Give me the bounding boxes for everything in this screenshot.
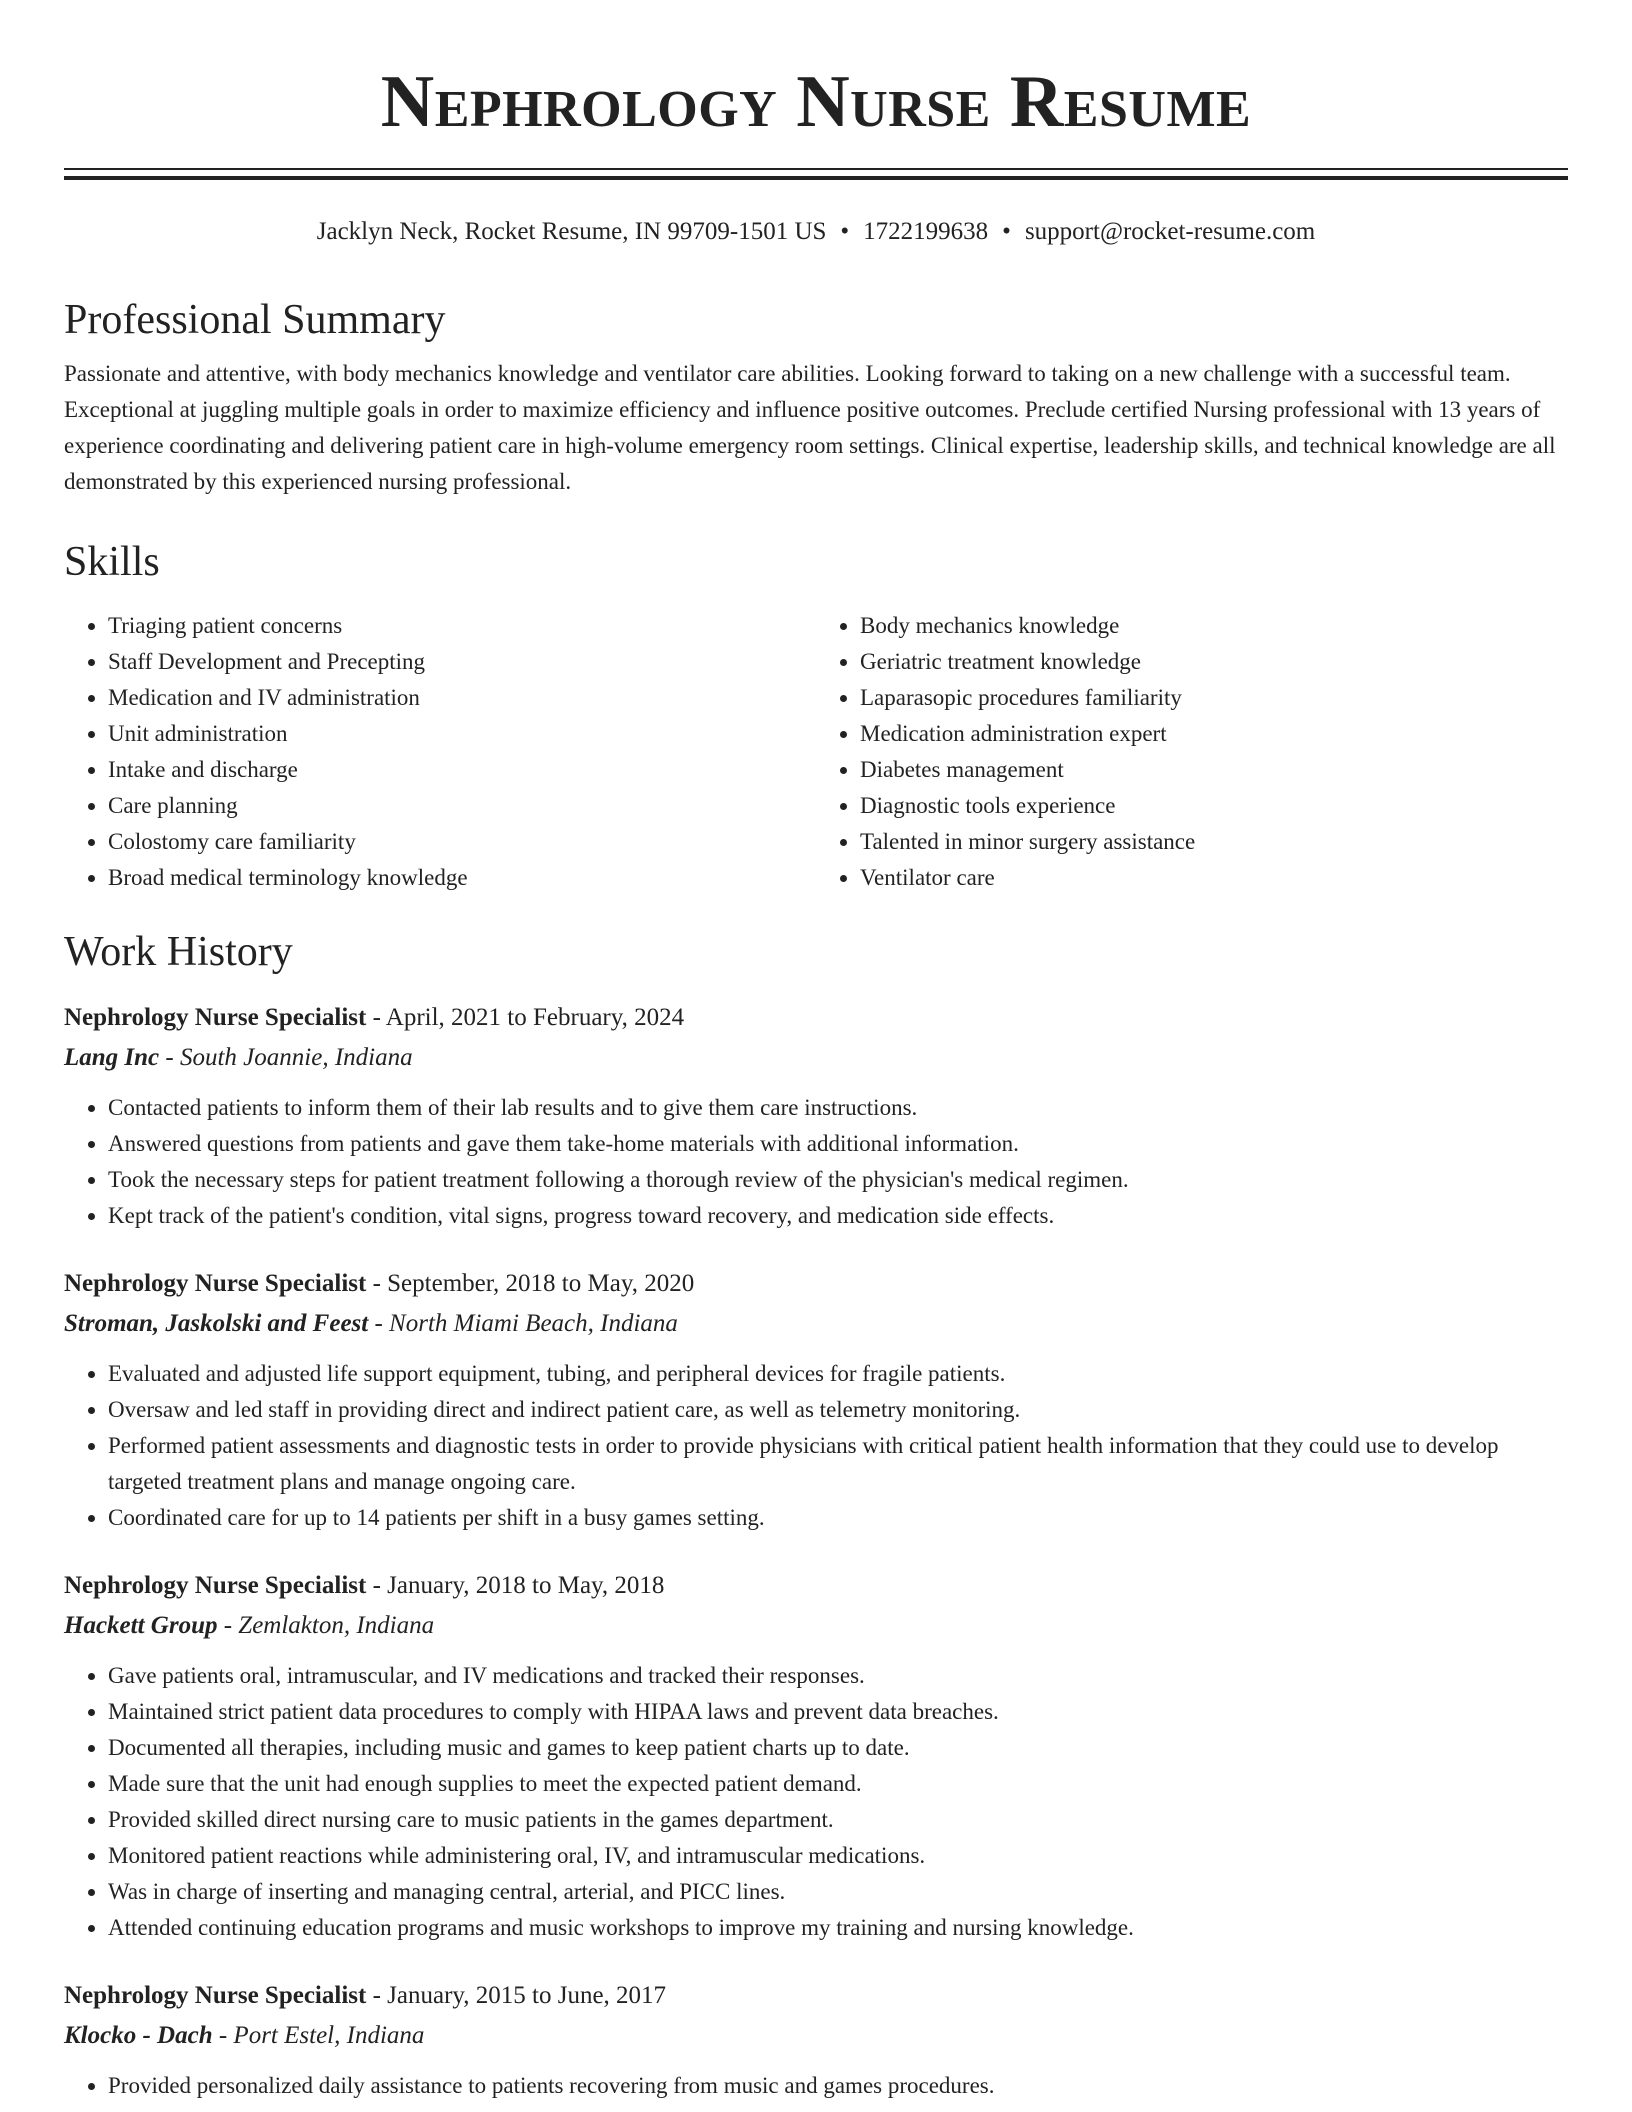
skill-item: • Geriatric treatment knowledge — [860, 644, 1568, 680]
job-company: Lang Inc — [64, 1044, 160, 1071]
job-header — [64, 1264, 1568, 1304]
skill-item: • Colostomy care familiarity — [108, 824, 816, 860]
job-role: Nephrology Nurse Specialist — [64, 1982, 367, 2009]
skill-item: • Staff Development and Precepting — [108, 644, 816, 680]
job-entry — [64, 1976, 1568, 2104]
job-company: Hackett Group — [64, 1612, 218, 1639]
job-company-line — [64, 2016, 1568, 2056]
job-bullets — [64, 1658, 1568, 1946]
job-dates: - January, 2015 to June, 2017 — [366, 1982, 667, 2009]
skills-list-right — [816, 608, 1568, 896]
job-bullet: • Provided personalized daily assistance to patients recovering from music and games procedures. — [108, 2068, 1568, 2104]
job-role: Nephrology Nurse Specialist — [64, 1004, 367, 1031]
job-location: - Port Estel, Indiana — [212, 2022, 425, 2049]
job-header — [64, 1566, 1568, 1606]
job-bullet: • Took the necessary steps for patient treatment following a thorough review of the physician's medical regimen. — [108, 1162, 1568, 1198]
job-bullet: • Documented all therapies, including music and games to keep patient charts up to date. — [108, 1730, 1568, 1766]
skills-heading: Skills — [64, 539, 160, 585]
job-location: - South Joannie, Indiana — [159, 1044, 413, 1071]
job-location: - Zemlakton, Indiana — [217, 1612, 435, 1639]
job-bullet: • Performed patient assessments and diagnostic tests in order to provide physicians with critical patient health information that they could use to develop targeted treatment plans and manage ongoing care. — [108, 1428, 1568, 1500]
job-bullets — [64, 2068, 1568, 2104]
job-entry — [64, 998, 1568, 1234]
job-bullets — [64, 1356, 1568, 1536]
skill-item: • Care planning — [108, 788, 816, 824]
skill-item: • Unit administration — [108, 716, 816, 752]
job-bullets — [64, 1090, 1568, 1234]
job-bullet: • Provided skilled direct nursing care to music patients in the games department. — [108, 1802, 1568, 1838]
skill-item: • Broad medical terminology knowledge — [108, 860, 816, 896]
job-bullet: • Kept track of the patient's condition, vital signs, progress toward recovery, and medication side effects. — [108, 1198, 1568, 1234]
skills-columns — [64, 608, 1568, 896]
contact-separator: • — [1002, 218, 1011, 245]
job-bullet: • Evaluated and adjusted life support equipment, tubing, and peripheral devices for fragile patients. — [108, 1356, 1568, 1392]
contact-phone: 1722199638 — [863, 218, 989, 245]
job-role: Nephrology Nurse Specialist — [64, 1572, 367, 1599]
job-company: Stroman, Jaskolski and Feest — [64, 1310, 369, 1337]
job-location: - North Miami Beach, Indiana — [368, 1310, 678, 1337]
skill-item: • Intake and discharge — [108, 752, 816, 788]
skill-item: • Triaging patient concerns — [108, 608, 816, 644]
skill-item: • Diagnostic tools experience — [860, 788, 1568, 824]
job-bullet: • Answered questions from patients and gave them take-home materials with additional information. — [108, 1126, 1568, 1162]
job-dates: - September, 2018 to May, 2020 — [366, 1270, 695, 1297]
job-bullet: • Maintained strict patient data procedures to comply with HIPAA laws and prevent data breaches. — [108, 1694, 1568, 1730]
job-bullet: • Monitored patient reactions while administering oral, IV, and intramuscular medications. — [108, 1838, 1568, 1874]
job-header — [64, 998, 1568, 1038]
skill-item: • Diabetes management — [860, 752, 1568, 788]
contact-line — [0, 214, 1632, 250]
job-company-line — [64, 1606, 1568, 1646]
job-bullet: • Made sure that the unit had enough supplies to meet the expected patient demand. — [108, 1766, 1568, 1802]
skill-item: • Laparasopic procedures familiarity — [860, 680, 1568, 716]
resume-content — [64, 288, 1568, 2104]
skills-list-left — [64, 608, 816, 896]
job-bullet: • Attended continuing education programs and music workshops to improve my training and nursing knowledge. — [108, 1910, 1568, 1946]
skill-item: • Talented in minor surgery assistance — [860, 824, 1568, 860]
skill-item: • Medication and IV administration — [108, 680, 816, 716]
job-dates: - April, 2021 to February, 2024 — [366, 1004, 685, 1031]
contact-separator: • — [840, 218, 850, 245]
job-bullet: • Coordinated care for up to 14 patients per shift in a busy games setting. — [108, 1500, 1568, 1536]
title-rule-thin — [64, 168, 1568, 170]
contact-email: support@rocket-resume.com — [1024, 218, 1316, 245]
page-title: Nephrology Nurse Resume — [380, 61, 1252, 143]
work-history-heading: Work History — [64, 929, 293, 975]
contact-address: Jacklyn Neck, Rocket Resume, IN 99709-1501 US — [316, 218, 827, 245]
skill-item: • Ventilator care — [860, 860, 1568, 896]
job-bullet: • Gave patients oral, intramuscular, and IV medications and tracked their responses. — [108, 1658, 1568, 1694]
job-company-line — [64, 1038, 1568, 1078]
job-header — [64, 1976, 1568, 2016]
job-bullet: • Contacted patients to inform them of their lab results and to give them care instructions. — [108, 1090, 1568, 1126]
job-company: Klocko - Dach — [64, 2022, 213, 2049]
job-entry — [64, 1566, 1568, 1946]
job-bullet: • Was in charge of inserting and managing central, arterial, and PICC lines. — [108, 1874, 1568, 1910]
title-rule-thick — [64, 176, 1568, 180]
skill-item: • Medication administration expert — [860, 716, 1568, 752]
job-bullet: • Oversaw and led staff in providing direct and indirect patient care, as well as telemetry monitoring. — [108, 1392, 1568, 1428]
job-dates: - January, 2018 to May, 2018 — [366, 1572, 665, 1599]
job-entry — [64, 1264, 1568, 1536]
job-role: Nephrology Nurse Specialist — [64, 1270, 367, 1297]
summary-heading: Professional Summary — [64, 297, 446, 343]
job-company-line — [64, 1304, 1568, 1344]
skill-item: • Body mechanics knowledge — [860, 608, 1568, 644]
summary-text: Passionate and attentive, with body mechanics knowledge and ventilator care abilities. Looking forward to taking on a new challenge with a successful team. Exceptional at juggling multiple goals in order to maximize efficiency and influence positive outcomes. Preclude certified Nursing professional with 13 years of experience coordinating and delivering patient care in high-volume emergency room settings. Clinical expertise, leadership skills, and technical knowledge are all demonstrated by this experienced nursing professional. — [64, 361, 1556, 494]
